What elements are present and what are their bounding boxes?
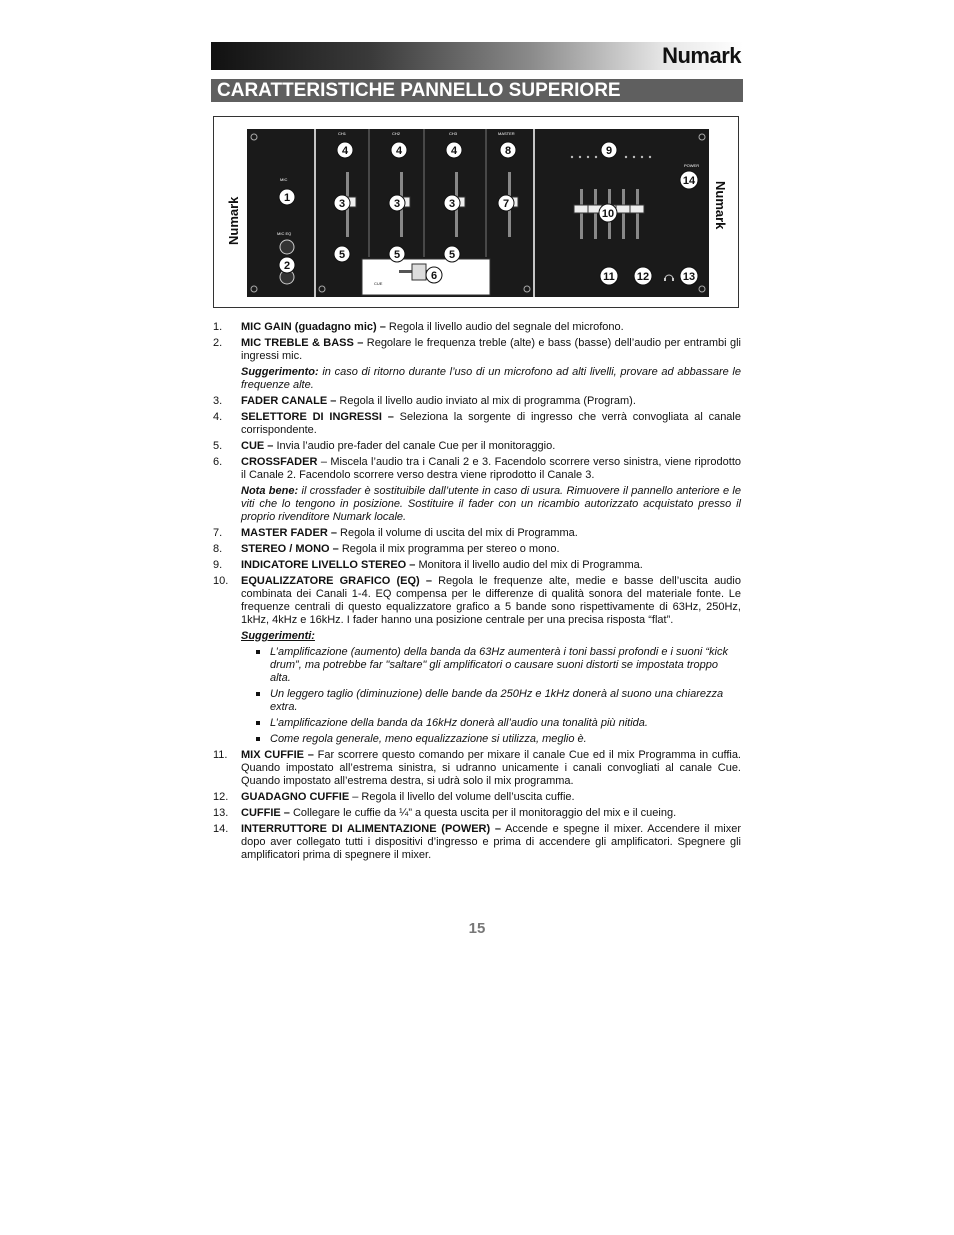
item-text: Far scorrere questo comando per mixare il canale Cue ed il mix Programma in cuffia. Quando impostato all’estrema sinistra, si udranno unicamente i canali convogliati al canale Cue. Quando impostato all’estrema destra, si udrà solo il mix programma.	[241, 749, 741, 787]
label-ch1: CH1	[338, 131, 347, 136]
page-title: CARATTERISTICHE PANNELLO SUPERIORE	[217, 80, 621, 101]
label-ch3: CH3	[449, 131, 458, 136]
label-cue: CUE	[374, 281, 383, 286]
list-item-13	[213, 807, 741, 820]
svg-text:1: 1	[283, 192, 291, 204]
item-label: GUADAGNO CUFFIE	[241, 791, 350, 803]
bullet-icon	[256, 721, 260, 725]
list-item-5	[213, 440, 741, 453]
list-item-9	[213, 559, 741, 572]
item-number: 11.	[213, 749, 228, 761]
svg-text:3: 3	[393, 198, 401, 210]
note-text: in caso di ritorno durante l’uso di un microfono ad alti livelli, provare ad abbassare le frequenze alte.	[241, 366, 741, 391]
callout-9	[601, 142, 617, 158]
title-bar	[211, 79, 743, 102]
svg-text:4: 4	[450, 145, 458, 157]
list-item-2	[213, 337, 741, 363]
list-item-8	[213, 543, 741, 556]
callout-7	[498, 195, 514, 211]
callout-5b	[389, 246, 405, 262]
brand-left: Numark	[226, 196, 241, 245]
svg-text:5: 5	[338, 249, 346, 261]
note-nota-bene	[213, 485, 741, 524]
item-text: Regola il livello audio inviato al mix di programma (Program).	[336, 395, 636, 407]
tip-item: L’amplificazione (aumento) della banda da 63Hz aumenterà i toni bassi profondi e i suoni “kick drum”, ma potrebbe far "saltare" gli amplificatori o causare suoni distorti se impostata troppo alta.	[270, 646, 741, 685]
item-label: FADER CANALE –	[241, 395, 337, 407]
svg-text:3: 3	[338, 198, 346, 210]
feature-list	[213, 321, 741, 865]
list-item-10	[213, 575, 741, 627]
item-text: Regolare le frequenza treble (alte) e bass (basse) dell’audio per entrambi gli ingressi mic.	[241, 337, 741, 362]
bullet-icon	[256, 737, 260, 741]
bullet-icon	[256, 692, 260, 696]
label-ch2: CH2	[392, 131, 401, 136]
callout-13	[680, 267, 698, 285]
svg-text:9: 9	[605, 145, 613, 157]
list-item-11	[213, 749, 741, 788]
brand-right: Numark	[713, 181, 728, 230]
list-item-7	[213, 527, 741, 540]
list-item-6	[213, 456, 741, 482]
page-number: 15	[468, 920, 486, 937]
item-label: STEREO / MONO –	[241, 543, 339, 555]
callout-11	[600, 267, 618, 285]
item-text: – Miscela l’audio tra i Canali 2 e 3. Facendolo scorrere verso sinistra, viene riprodotto il Canale 2. Facendolo scorrere verso destra viene riprodotto il Canale 3.	[241, 456, 741, 481]
svg-text:14: 14	[682, 175, 696, 187]
svg-text:3: 3	[448, 198, 456, 210]
callout-14	[680, 171, 698, 189]
svg-text:4: 4	[341, 145, 349, 157]
item-label: MIX CUFFIE –	[241, 749, 314, 761]
callout-4b	[391, 142, 407, 158]
header-bar	[211, 42, 743, 70]
list-item-4	[213, 411, 741, 437]
callout-5a	[334, 246, 350, 262]
tip-item: L’amplificazione della banda da 16kHz donerà all’audio una tonalità più nitida.	[270, 717, 741, 730]
callout-12	[634, 267, 652, 285]
item-text: – Regola il livello del volume dell’uscita cuffie.	[349, 791, 575, 803]
callout-8	[500, 142, 516, 158]
callout-4c	[446, 142, 462, 158]
note-suggerimento	[213, 366, 741, 392]
callout-2	[279, 257, 295, 273]
mixer-diagram	[213, 116, 739, 308]
list-item-1	[213, 321, 741, 334]
label-power: POWER	[684, 163, 700, 168]
item-number: 14.	[213, 823, 229, 835]
item-label: CUFFIE –	[241, 807, 290, 819]
note-label: Nota bene:	[241, 485, 299, 497]
label-mic: MIC	[280, 177, 288, 182]
item-label: EQUALIZZATORE GRAFICO (EQ) –	[241, 575, 432, 587]
item-text: Seleziona la sorgente di ingresso che verrà convogliata al canale corrispondente.	[241, 411, 741, 436]
svg-text:6: 6	[430, 270, 438, 282]
item-label: INDICATORE LIVELLO STEREO –	[241, 559, 416, 571]
item-number: 5.	[213, 440, 223, 452]
svg-text:8: 8	[504, 145, 512, 157]
brand-logo: Numark	[662, 43, 741, 68]
svg-text:4: 4	[395, 145, 403, 157]
item-number: 10.	[213, 575, 229, 587]
svg-text:12: 12	[636, 271, 650, 283]
svg-text:13: 13	[682, 271, 696, 283]
label-mic-eq: MIC EQ	[277, 231, 292, 236]
list-item-12	[213, 791, 741, 804]
callout-4a	[337, 142, 353, 158]
callout-1	[279, 189, 295, 205]
label-master: MASTER	[498, 131, 515, 136]
list-item-3	[213, 395, 741, 408]
item-number: 12.	[213, 791, 229, 803]
item-label: CUE –	[241, 440, 274, 452]
list-item-14	[213, 823, 741, 862]
note-label: Suggerimento:	[241, 366, 319, 378]
callout-5c	[444, 246, 460, 262]
item-text: Regola le frequenze alte, medie e basse dell’uscita audio combinata dei Canali 1-4. EQ compensa per le differenze di qualità sonora del materiale fonte. Le frequenze centrali di questo equalizzatore grafico a 5 bande sono rispettivamente di 63Hz, 250Hz, 1kHz, 4kHz e 16kHz. I fader hanno una posizione centrale per una precisa risposta “flat”.	[241, 575, 741, 626]
svg-text:5: 5	[393, 249, 401, 261]
callout-3c	[444, 195, 460, 211]
item-number: 3.	[213, 395, 223, 407]
mixer-illustration	[214, 117, 738, 307]
item-number: 6.	[213, 456, 223, 468]
tip-item: Un leggero taglio (diminuzione) delle bande da 250Hz e 1kHz donerà al suono una chiarezza extra.	[270, 688, 741, 714]
item-number: 2.	[213, 337, 223, 349]
callout-3b	[389, 195, 405, 211]
callout-3a	[334, 195, 350, 211]
item-label: MASTER FADER –	[241, 527, 337, 539]
svg-text:10: 10	[601, 208, 615, 220]
tip-item: Come regola generale, meno equalizzazione si utilizza, meglio è.	[270, 733, 741, 746]
item-text: Invia l’audio pre-fader del canale Cue per il monitoraggio.	[273, 440, 556, 452]
note-text: il crossfader è sostituibile dall’utente in caso di usura. Rimuovere il pannello anteriore e le viti che lo tengono in posizione. Sostituire il fader con un ricambio autorizzato acquistato presso il proprio rivenditore Numark locale.	[241, 485, 741, 523]
svg-text:11: 11	[603, 271, 615, 283]
callout-6	[426, 267, 442, 283]
tips-list	[213, 646, 741, 746]
item-text: Regola il mix programma per stereo o mono.	[338, 543, 560, 555]
item-number: 13.	[213, 807, 229, 819]
item-number: 8.	[213, 543, 223, 555]
item-label: MIC GAIN (guadagno mic) –	[241, 321, 386, 333]
svg-text:7: 7	[502, 198, 510, 210]
item-label: MIC TREBLE & BASS –	[241, 337, 364, 349]
item-label: INTERRUTTORE DI ALIMENTAZIONE (POWER) –	[241, 823, 501, 835]
item-label: SELETTORE DI INGRESSI –	[241, 411, 394, 423]
item-number: 9.	[213, 559, 223, 571]
item-number: 4.	[213, 411, 223, 423]
callout-10	[599, 204, 617, 222]
item-text: Regola il volume di uscita del mix di Programma.	[336, 527, 578, 539]
item-text: Regola il livello audio del segnale del microfono.	[385, 321, 624, 333]
bullet-icon	[256, 650, 260, 654]
item-text: Collegare le cuffie da ¼” a questa uscita per il monitoraggio del mix e il cueing.	[289, 807, 677, 819]
item-number: 7.	[213, 527, 223, 539]
item-number: 1.	[213, 321, 223, 333]
svg-text:2: 2	[283, 260, 291, 272]
svg-text:5: 5	[448, 249, 456, 261]
item-label: CROSSFADER	[241, 456, 318, 468]
item-text: Monitora il livello audio del mix di Programma.	[415, 559, 643, 571]
item-text: Accende e spegne il mixer. Accendere il mixer dopo aver collegato tutti i dispositivi d’ingresso e prima di accendere gli amplificatori. Spegnere gli amplificatori prima di spegnere il mixer.	[241, 823, 742, 861]
tips-heading: Suggerimenti:	[241, 630, 315, 642]
